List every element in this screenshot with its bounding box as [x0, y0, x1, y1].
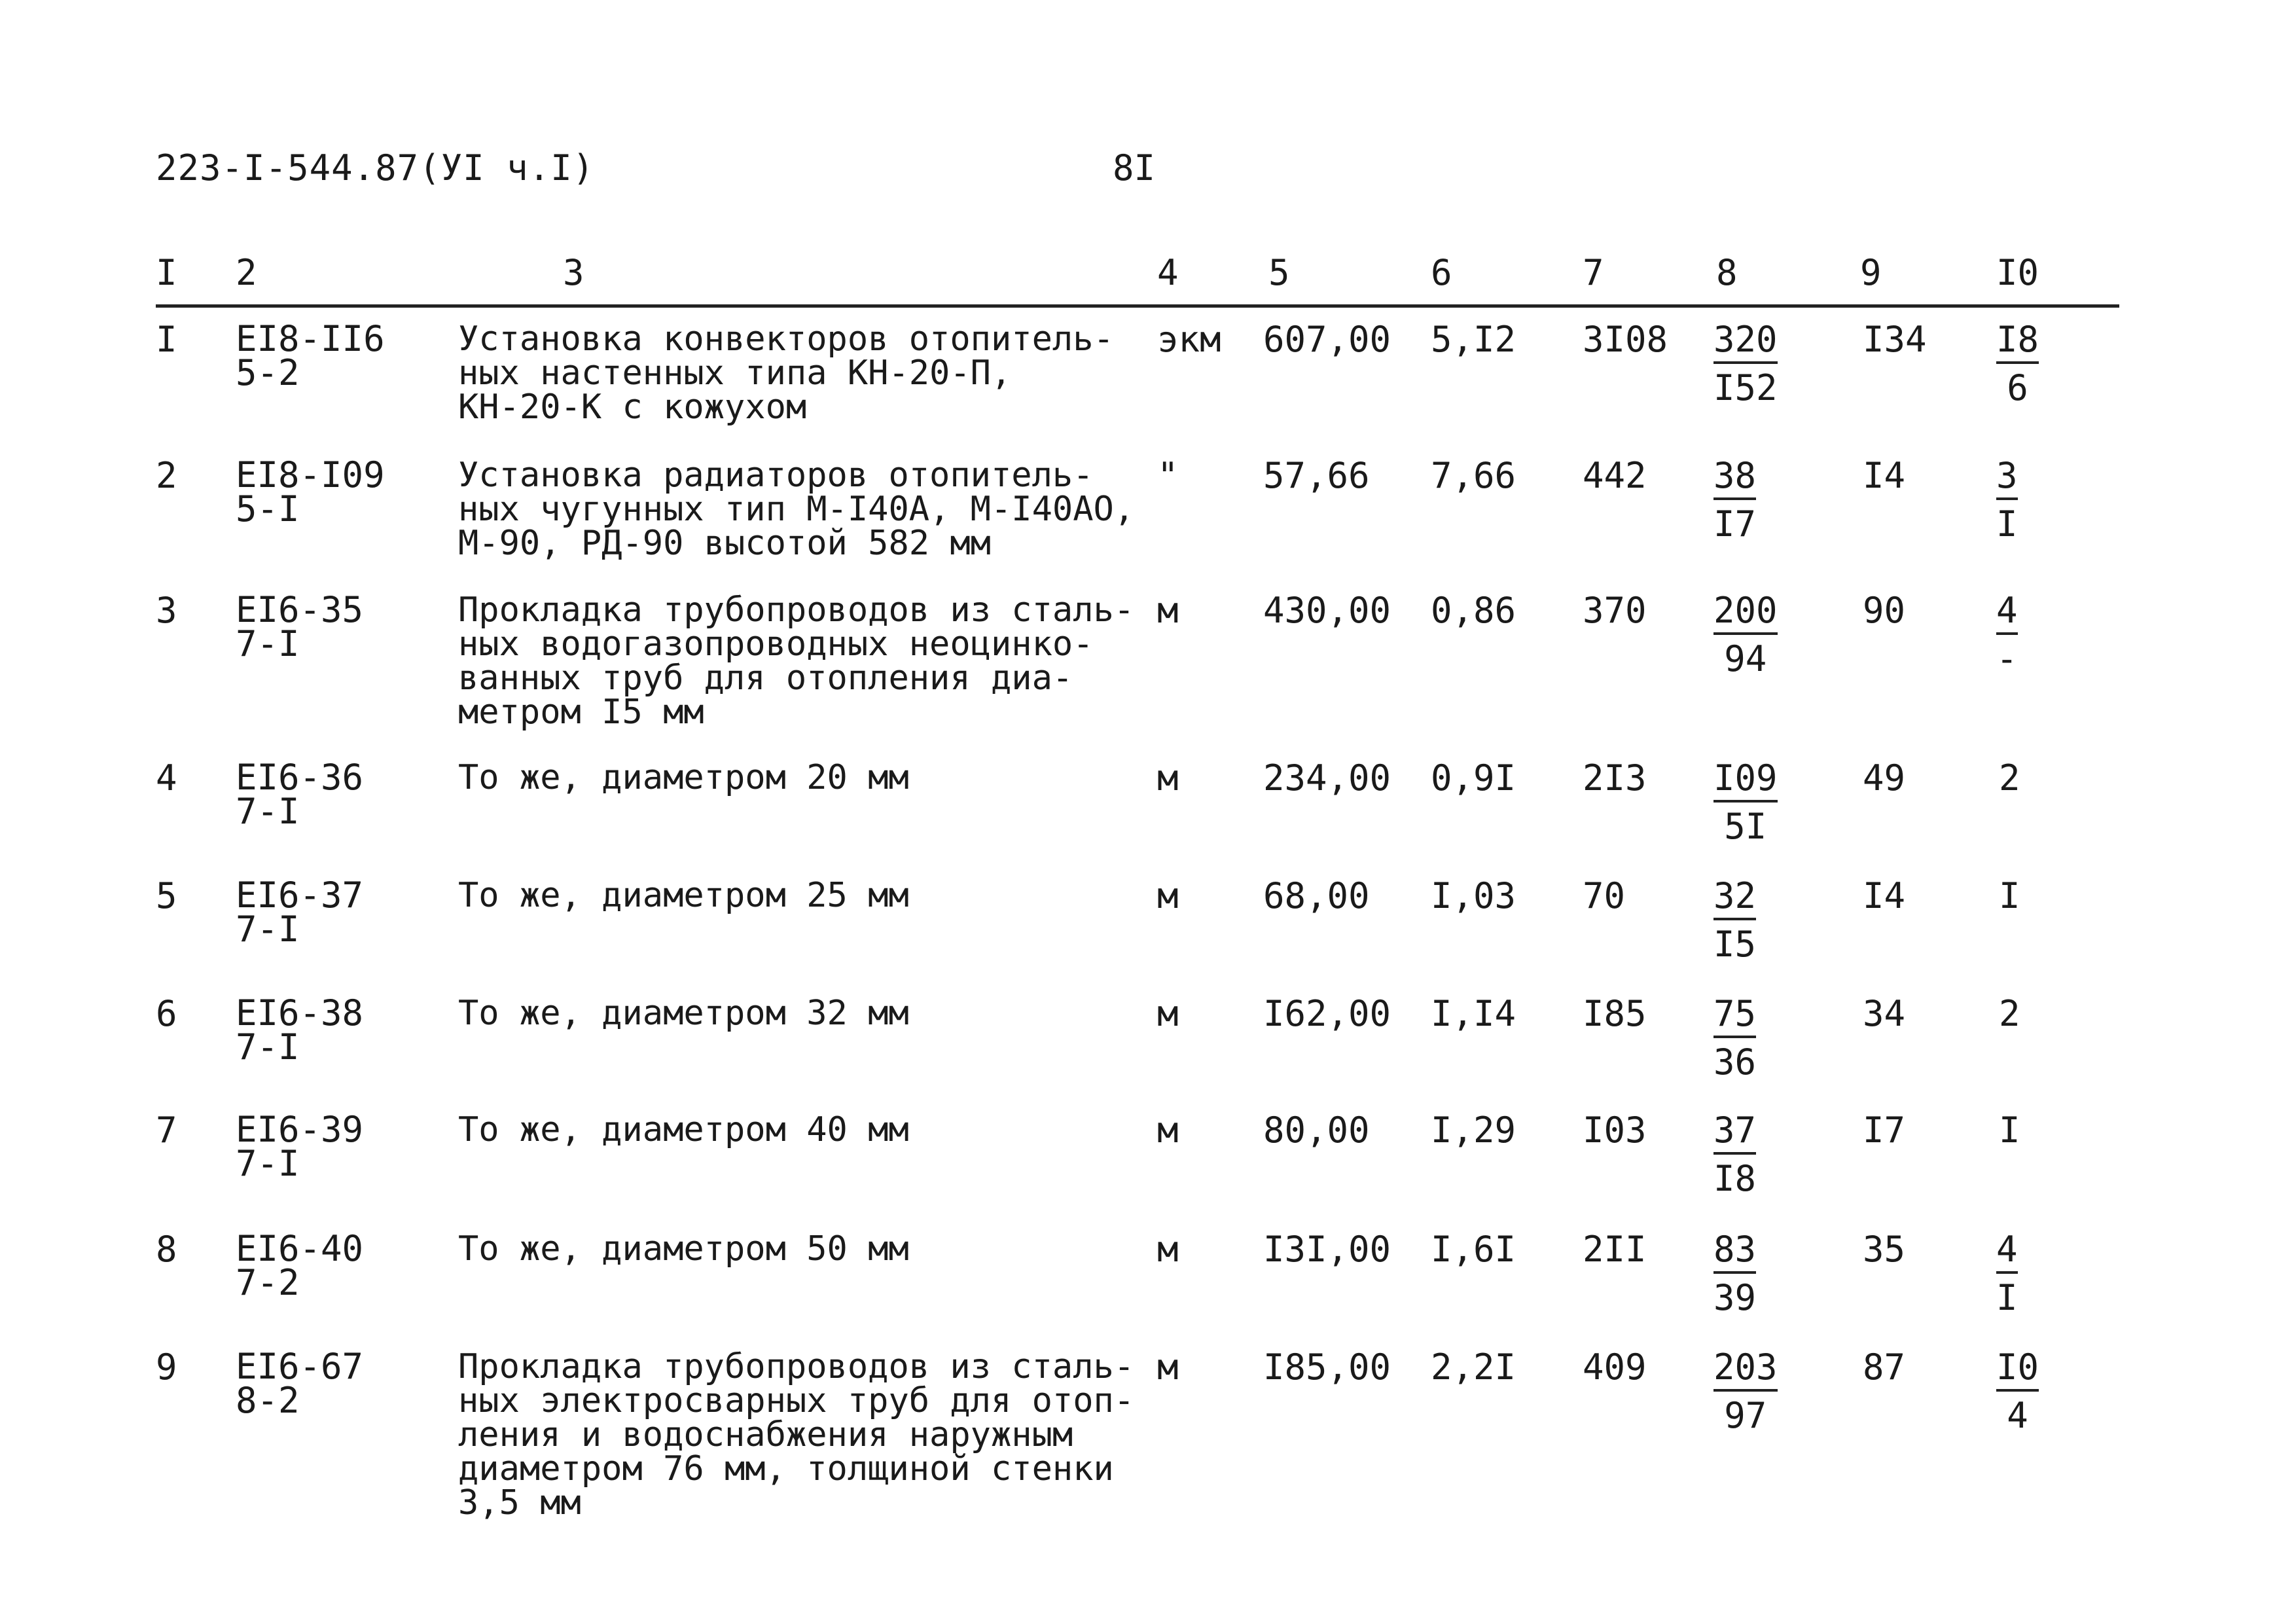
value-col9: I4: [1863, 875, 1906, 916]
unit: м: [1157, 1110, 1179, 1151]
fraction-numerator: 320: [1713, 322, 1778, 364]
fraction-denominator: 97: [1724, 1395, 1767, 1436]
fraction-col8: [1713, 875, 1757, 965]
work-description: То же, диаметром 32 мм: [458, 994, 909, 1033]
total-cost: I85: [1583, 993, 1647, 1034]
fraction-numerator: 3: [1996, 458, 2018, 500]
value-col10: 2: [1999, 757, 2020, 799]
column-header: 5: [1268, 252, 1290, 293]
total-cost: 370: [1583, 590, 1647, 631]
row-number: 3: [156, 590, 177, 631]
total-cost: 409: [1583, 1346, 1647, 1388]
column-header: 9: [1860, 252, 1882, 293]
norm-code: EI6-39 7-I: [236, 1109, 364, 1184]
unit-cost: I,I4: [1431, 993, 1516, 1034]
fraction-denominator: I: [1996, 1277, 2018, 1318]
fraction-col8: [1713, 1110, 1757, 1199]
fraction-col10: [1996, 1229, 2018, 1318]
work-description: Прокладка трубопроводов из сталь- ных электросварных труб для отоп- ления и водоснабжения наружным диаметром 76 мм, толщиной стенки 3,5 мм: [458, 1347, 1135, 1523]
norm-code: EI6-38 7-I: [236, 992, 364, 1068]
fraction-col8: [1713, 319, 1778, 408]
fraction-col10: [1996, 1346, 2039, 1436]
unit: ": [1157, 455, 1179, 496]
row-number: 9: [156, 1346, 177, 1388]
unit-cost: I,03: [1431, 875, 1516, 916]
norm-code: EI8-II6 5-2: [236, 318, 385, 393]
fraction-denominator: 6: [2007, 367, 2028, 408]
quantity: 80,00: [1263, 1110, 1370, 1151]
quantity: I85,00: [1263, 1346, 1391, 1388]
unit-cost: 7,66: [1431, 455, 1516, 496]
row-number: 5: [156, 875, 177, 916]
fraction-col8: [1713, 1229, 1757, 1318]
fraction-denominator: 36: [1713, 1041, 1757, 1083]
work-description: То же, диаметром 25 мм: [458, 876, 909, 915]
norm-code: EI8-I09 5-I: [236, 454, 385, 530]
row-number: 6: [156, 993, 177, 1034]
unit-cost: 2,2I: [1431, 1346, 1516, 1388]
fraction-col8: [1713, 1346, 1778, 1436]
value-col10: I: [1999, 875, 2020, 916]
norm-code: EI6-67 8-2: [236, 1346, 364, 1421]
column-header-row: [156, 252, 2119, 308]
total-cost: 70: [1583, 875, 1626, 916]
norm-code: EI6-35 7-I: [236, 589, 364, 664]
unit: м: [1157, 757, 1179, 799]
unit-cost: I,6I: [1431, 1229, 1516, 1270]
unit-cost: 0,9I: [1431, 757, 1516, 799]
column-header: 4: [1157, 252, 1179, 293]
total-cost: 2II: [1583, 1229, 1647, 1270]
unit: м: [1157, 993, 1179, 1034]
page-number: 8I: [1113, 147, 1156, 189]
value-col9: I4: [1863, 455, 1906, 496]
document-code: 223-I-544.87(УI ч.I): [156, 147, 595, 189]
norm-code: EI6-40 7-2: [236, 1228, 364, 1303]
row-number: I: [156, 319, 177, 360]
unit: экм: [1157, 319, 1221, 360]
value-col10: I: [1999, 1110, 2020, 1151]
quantity: I3I,00: [1263, 1229, 1391, 1270]
value-col9: 49: [1863, 757, 1906, 799]
column-header: I0: [1996, 252, 2039, 293]
unit-cost: I,29: [1431, 1110, 1516, 1151]
fraction-numerator: 37: [1713, 1113, 1756, 1155]
fraction-numerator: 203: [1713, 1350, 1778, 1392]
fraction-col10: [1996, 590, 2018, 679]
column-header: 2: [236, 252, 257, 293]
column-header: 3: [563, 252, 584, 293]
work-description: Установка радиаторов отопитель- ных чугунных тип М-I40А, М-I40АО, М-90, РД-90 высотой 582 мм: [458, 456, 1135, 563]
fraction-denominator: 5I: [1724, 806, 1767, 847]
quantity: 68,00: [1263, 875, 1370, 916]
fraction-numerator: I09: [1713, 761, 1778, 803]
quantity: 57,66: [1263, 455, 1370, 496]
unit: м: [1157, 590, 1179, 631]
total-cost: 442: [1583, 455, 1647, 496]
fraction-denominator: 39: [1713, 1277, 1757, 1318]
row-number: 8: [156, 1229, 177, 1270]
quantity: 430,00: [1263, 590, 1391, 631]
quantity: 607,00: [1263, 319, 1391, 360]
fraction-numerator: 4: [1996, 593, 2018, 635]
fraction-denominator: I7: [1713, 503, 1757, 545]
fraction-numerator: 200: [1713, 593, 1778, 635]
work-description: Прокладка трубопроводов из сталь- ных водогазопроводных неоцинко- ванных труб для отопления диа- метром I5 мм: [458, 590, 1135, 732]
unit-cost: 5,I2: [1431, 319, 1516, 360]
fraction-col8: [1713, 993, 1757, 1083]
fraction-numerator: I8: [1996, 322, 2039, 364]
fraction-col10: [1996, 455, 2018, 545]
row-number: 7: [156, 1110, 177, 1151]
fraction-denominator: I52: [1713, 367, 1778, 408]
fraction-numerator: I0: [1996, 1350, 2039, 1392]
fraction-numerator: 75: [1713, 996, 1756, 1038]
unit-cost: 0,86: [1431, 590, 1516, 631]
work-description: То же, диаметром 20 мм: [458, 758, 909, 797]
fraction-denominator: 94: [1724, 638, 1767, 679]
value-col9: 34: [1863, 993, 1906, 1034]
fraction-numerator: 38: [1713, 458, 1756, 500]
work-description: То же, диаметром 40 мм: [458, 1110, 909, 1149]
value-col9: 90: [1863, 590, 1906, 631]
total-cost: I03: [1583, 1110, 1647, 1151]
fraction-numerator: 4: [1996, 1232, 2018, 1274]
norm-code: EI6-37 7-I: [236, 875, 364, 950]
fraction-denominator: I5: [1713, 924, 1757, 965]
total-cost: 2I3: [1583, 757, 1647, 799]
fraction-col8: [1713, 757, 1778, 847]
fraction-denominator: 4: [2007, 1395, 2028, 1436]
column-header: 7: [1583, 252, 1604, 293]
quantity: 234,00: [1263, 757, 1391, 799]
column-header: I: [156, 252, 177, 293]
column-header: 6: [1431, 252, 1452, 293]
value-col9: I34: [1863, 319, 1927, 360]
fraction-numerator: 32: [1713, 878, 1756, 920]
row-number: 4: [156, 757, 177, 799]
row-number: 2: [156, 455, 177, 496]
value-col9: I7: [1863, 1110, 1906, 1151]
fraction-denominator: -: [1996, 638, 2018, 679]
fraction-col10: [1996, 319, 2039, 408]
norm-code: EI6-36 7-I: [236, 757, 364, 832]
fraction-col8: [1713, 590, 1778, 679]
value-col9: 35: [1863, 1229, 1906, 1270]
fraction-col8: [1713, 455, 1757, 545]
unit: м: [1157, 1229, 1179, 1270]
work-description: То же, диаметром 50 мм: [458, 1229, 909, 1269]
column-header: 8: [1716, 252, 1738, 293]
value-col9: 87: [1863, 1346, 1906, 1388]
fraction-numerator: 83: [1713, 1232, 1756, 1274]
unit: м: [1157, 1346, 1179, 1388]
total-cost: 3I08: [1583, 319, 1668, 360]
work-description: Установка конвекторов отопитель- ных настенных типа КН-20-П, КН-20-К с кожухом: [458, 319, 1114, 427]
fraction-denominator: I8: [1713, 1158, 1757, 1199]
quantity: I62,00: [1263, 993, 1391, 1034]
fraction-denominator: I: [1996, 503, 2018, 545]
unit: м: [1157, 875, 1179, 916]
value-col10: 2: [1999, 993, 2020, 1034]
